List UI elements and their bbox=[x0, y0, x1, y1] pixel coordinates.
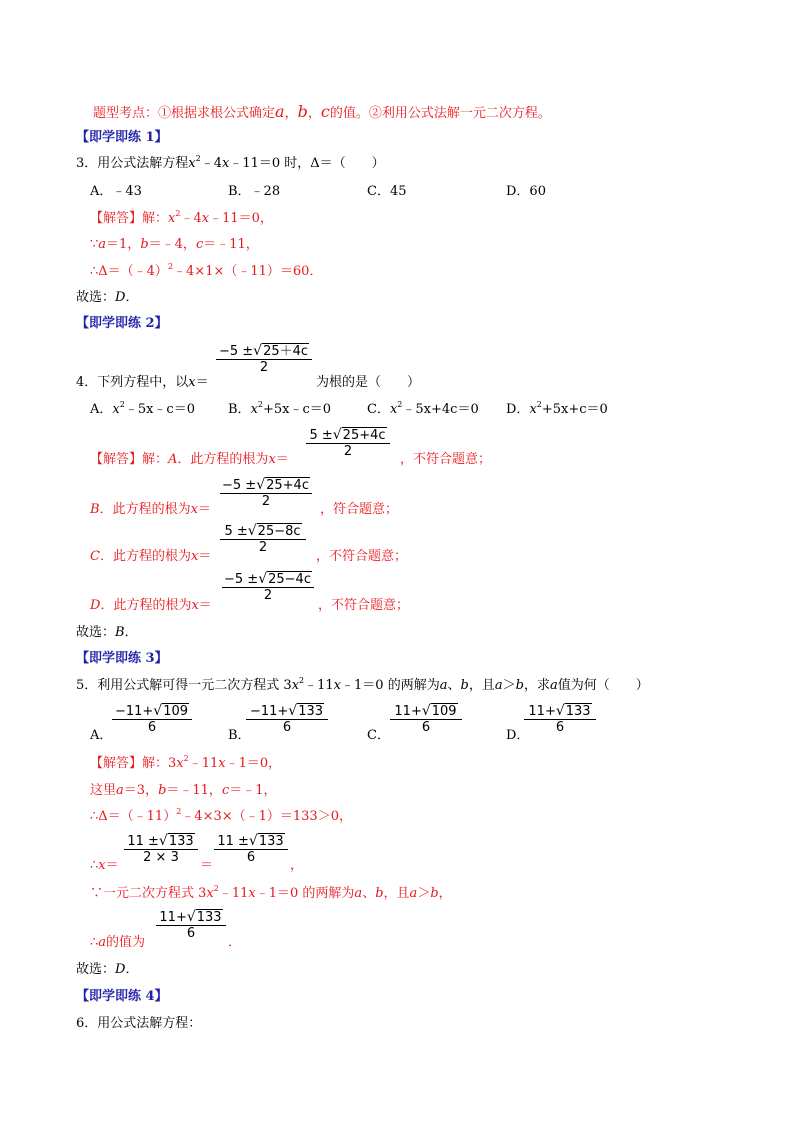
q4-solution-c: C．此方程的根为x＝ bbox=[90, 549, 212, 564]
q5-option-d-fraction: 11+√133 6 bbox=[524, 704, 596, 735]
section-heading-1: 【即学即练 1】 bbox=[76, 130, 168, 145]
q5-option-d: D． bbox=[506, 728, 530, 743]
q4-sol-d-fraction: −5 ±√25−4c 2 bbox=[222, 572, 314, 603]
q5-solution-line-2: 这里a＝3，b＝﹣11，c＝﹣1， bbox=[90, 783, 277, 798]
q5-solution-line-6-end: ． bbox=[228, 935, 242, 950]
q5-option-c: C． bbox=[367, 728, 390, 743]
q5-answer-fraction: 11+√133 6 bbox=[156, 910, 226, 941]
q4-solution-a-end: ，不符合题意； bbox=[400, 452, 492, 467]
q3-option-c: C．45 bbox=[367, 184, 407, 199]
q4-solution-d-end: ，不符合题意； bbox=[318, 598, 410, 613]
q5-solution-eq2: ＝ bbox=[200, 858, 214, 873]
q5-solution-line-1: 【解答】解：$3x^2﹣11x﹣1=0$， bbox=[90, 754, 282, 771]
q4-sol-b-fraction: −5 ±√25+4c 2 bbox=[220, 478, 312, 509]
q4-sol-a-fraction: 5 ±√25+4c 2 bbox=[306, 428, 390, 459]
section-heading-3: 【即学即练 3】 bbox=[76, 651, 168, 666]
q3-answer-line-1: 【解答】解：$x^2﹣4x﹣11=0$， bbox=[90, 209, 273, 226]
question-3: 3．用公式法解方程$x^2﹣4x﹣11=0$ 时，Δ＝（ ） bbox=[76, 154, 385, 171]
q4-solution-b-end: ，符合题意； bbox=[320, 502, 399, 517]
q5-x-fraction-1: 11 ±√133 2 × 3 bbox=[124, 834, 198, 865]
question-4-tail: 为根的是（ ） bbox=[316, 375, 421, 390]
q4-option-c: C．$x^2﹣5x+4c=0$ bbox=[367, 400, 479, 417]
q5-option-b: B． bbox=[228, 728, 251, 743]
q3-option-d: D．60 bbox=[506, 184, 546, 199]
question-4: 4．下列方程中，以x＝ bbox=[76, 375, 209, 390]
q4-option-b: B．$x^2+5x﹣c=0$ bbox=[228, 400, 332, 417]
q4-solution-a: 【解答】解：A．此方程的根为x＝ bbox=[90, 452, 289, 467]
q4-option-d: D．$x^2+5x+c=0$ bbox=[506, 400, 608, 417]
q4-solution-d: D．此方程的根为x＝ bbox=[90, 598, 212, 613]
q5-solution-line-4-end: ， bbox=[290, 858, 304, 873]
question-6: 6．用公式法解方程： bbox=[76, 1016, 202, 1031]
q4-solution-c-end: ，不符合题意； bbox=[316, 549, 408, 564]
q5-option-b-fraction: −11+√133 6 bbox=[246, 704, 328, 735]
q4-option-a: A．$x^2﹣5x﹣c=0$ bbox=[90, 400, 195, 417]
q5-solution-line-6: ∴a的值为 bbox=[90, 935, 146, 950]
q5-option-a-fraction: −11+√109 6 bbox=[112, 704, 192, 735]
q5-choice: 故选：D． bbox=[76, 962, 139, 977]
question-5: 5．利用公式解可得一元二次方程式 $3x^2﹣11x﹣1=0$ 的两解为a、b，且a＞b，求a值为何（ ） bbox=[76, 676, 649, 693]
q5-option-c-fraction: 11+√109 6 bbox=[390, 704, 462, 735]
q4-choice: 故选：B． bbox=[76, 625, 138, 640]
topic-line: 题型考点：①根据求根公式确定a，b，c的值。②利用公式法解一元二次方程。 bbox=[93, 102, 551, 121]
q4-root-fraction: −5 ±√25＋4c 2 bbox=[216, 344, 312, 375]
q5-solution-line-3: ∴Δ＝（﹣11）$^2$﹣4×3×（﹣1）＝133＞0， bbox=[90, 807, 352, 824]
section-heading-2: 【即学即练 2】 bbox=[76, 316, 168, 331]
q3-choice: 故选：D． bbox=[76, 290, 139, 305]
q3-option-a: A．﹣43 bbox=[90, 184, 142, 199]
q3-answer-line-3: ∴Δ＝（﹣4）$^2$﹣4×1×（﹣11）＝60． bbox=[90, 262, 323, 279]
q3-option-b: B．﹣28 bbox=[228, 184, 281, 199]
section-heading-4: 【即学即练 4】 bbox=[76, 989, 168, 1004]
q5-option-a: A． bbox=[90, 728, 113, 743]
q4-sol-c-fraction: 5 ±√25−8c 2 bbox=[220, 524, 306, 555]
q5-solution-line-5: ∵一元二次方程式 $3x^2﹣11x﹣1=0$ 的两解为a、b，且a＞b， bbox=[90, 884, 452, 901]
q5-x-fraction-2: 11 ±√133 6 bbox=[214, 834, 288, 865]
q5-solution-line-4: ∴x＝ bbox=[90, 858, 119, 873]
q3-answer-line-2: ∵a＝1，b＝﹣4，c＝﹣11， bbox=[90, 237, 259, 252]
q4-solution-b: B．此方程的根为x＝ bbox=[90, 502, 211, 517]
